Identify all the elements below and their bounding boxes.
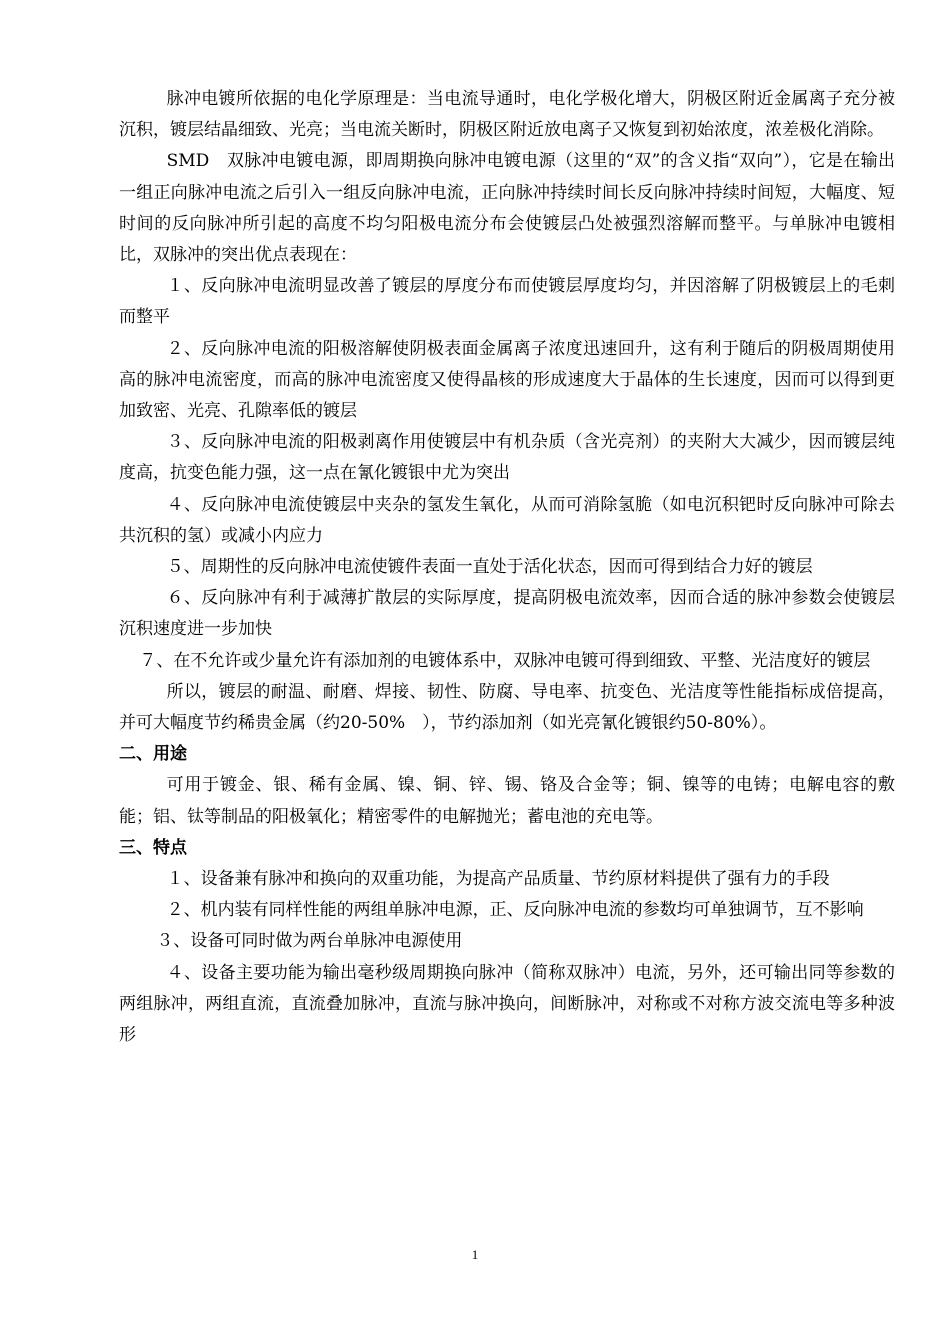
document-body <box>119 84 895 1051</box>
feature-item-4: ４、设备主要功能为输出毫秒级周期换向脉冲（简称双脉冲）电流，另外，还可输出同等参数的两组脉冲，两组直流，直流叠加脉冲，直流与脉冲换向，间断脉冲，对称或不对称方波交流电等多种波形 <box>119 962 895 1046</box>
summary-paragraph: 所以，镀层的耐温、耐磨、焊接、韧性、防腐、导电率、抗变色、光洁度等性能指标成倍提高，并可大幅度节约稀贵金属（约20-50% ），节约添加剂（如光亮氰化镀银约50-80%）。 <box>119 681 895 734</box>
advantage-item-7: ７、在不允许或少量允许有添加剂的电镀体系中，双脉冲电镀可得到细致、平整、光洁度好的镀层 <box>139 650 871 671</box>
intro-paragraph-1: 脉冲电镀所依据的电化学原理是：当电流导通时，电化学极化增大，阴极区附近金属离子充分被沉积，镀层结晶细致、光亮；当电流关断时，阴极区附近放电离子又恢复到初始浓度，浓差极化消除。 <box>119 89 895 141</box>
page-number: 1 <box>471 1247 479 1262</box>
feature-item-1: １、设备兼有脉冲和换向的双重功能，为提高产品质量、节约原材料提供了强有力的手段 <box>166 869 830 890</box>
uses-paragraph: 可用于镀金、银、稀有金属、镍、铜、锌、锡、铬及合金等；铜、镍等的电铸；电解电容的敷能；铝、钛等制品的阳极氧化；精密零件的电解抛光；蓄电池的充电等。 <box>119 775 895 827</box>
advantage-item-6: ６、反向脉冲有利于减薄扩散层的实际厚度，提高阴极电流效率，因而合适的脉冲参数会使镀层沉积速度进一步加快 <box>119 588 895 640</box>
advantage-item-2: ２、反向脉冲电流的阳极溶解使阴极表面金属离子浓度迅速回升，这有利于随后的阴极周期使用高的脉冲电流密度，而高的脉冲电流密度又使得晶核的形成速度大于晶体的生长速度，因而可以得到更加致密、光亮、孔隙率低的镀层 <box>119 338 895 422</box>
advantage-item-5: ５、周期性的反向脉冲电流使镀件表面一直处于活化状态，因而可得到结合力好的镀层 <box>166 557 813 578</box>
advantage-item-3: ３、反向脉冲电流的阳极剥离作用使镀层中有机杂质（含光亮剂）的夹附大大减少，因而镀层纯度高，抗变色能力强，这一点在氰化镀银中尤为突出 <box>119 432 895 484</box>
intro-paragraph-2: SMD 双脉冲电镀电源，即周期换向脉冲电镀电源（这里的“双”的含义指“双向”），它是在输出一组正向脉冲电流之后引入一组反向脉冲电流，正向脉冲持续时间长反向脉冲持续时间短，大幅度、短时间的反向脉冲所引起的高度不均匀阳极电流分布会使镀层凸处被强烈溶解而整平。与单脉冲电镀相比，双脉冲的突出优点表现在： <box>119 151 895 266</box>
section-heading-uses: 二、用途 <box>119 744 187 765</box>
feature-item-2: ２、机内装有同样性能的两组单脉冲电源，正、反向脉冲电流的参数均可单独调节，互不影响 <box>166 900 864 921</box>
feature-item-3: ３、设备可同时做为两台单脉冲电源使用 <box>156 931 463 952</box>
section-heading-features: 三、特点 <box>119 837 187 858</box>
advantage-item-4: ４、反向脉冲电流使镀层中夹杂的氢发生氧化，从而可消除氢脆（如电沉积钯时反向脉冲可除去共沉积的氢）或减小内应力 <box>119 494 895 546</box>
advantage-item-1: １、反向脉冲电流明显改善了镀层的厚度分布而使镀层厚度均匀，并因溶解了阴极镀层上的毛刺而整平 <box>119 276 895 328</box>
